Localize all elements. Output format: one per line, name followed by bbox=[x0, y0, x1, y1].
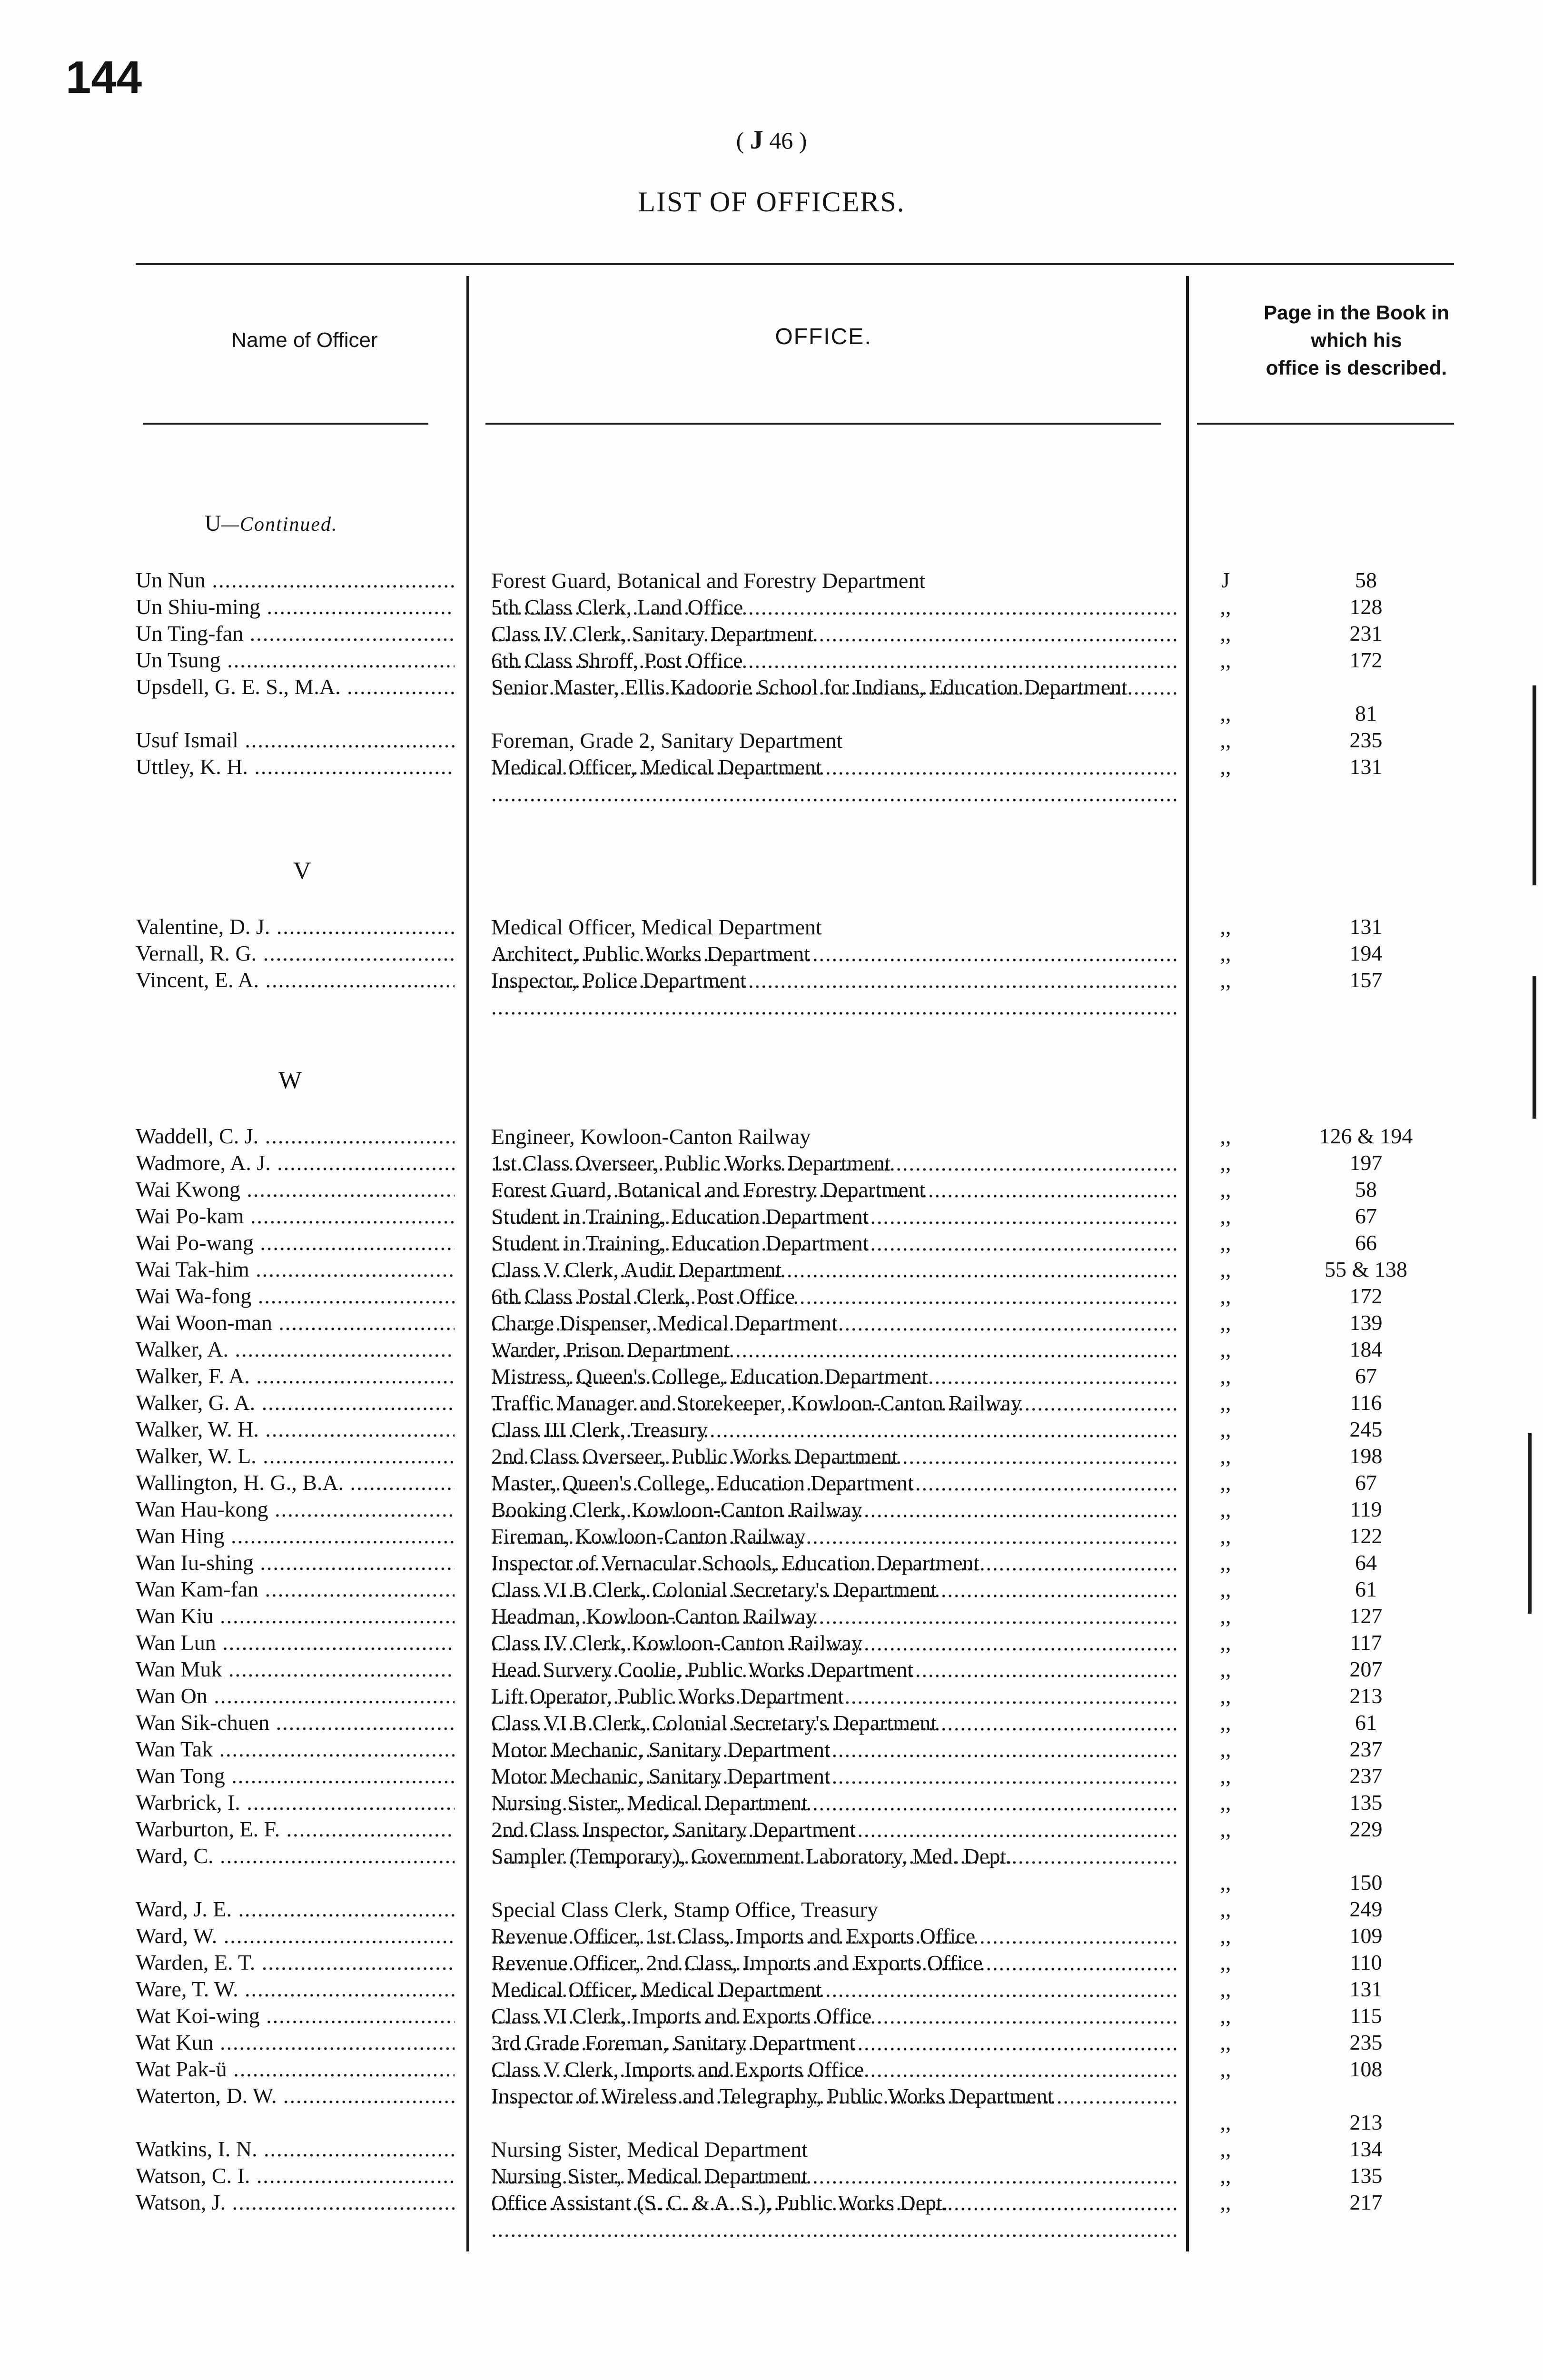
officer-name: Un Tsung ..... bbox=[136, 647, 455, 673]
officer-name: Waterton, D. W. ..... bbox=[136, 2083, 455, 2108]
page-reference-number: 131 bbox=[1349, 754, 1383, 779]
table-row bbox=[0, 1470, 1543, 1497]
table-row bbox=[0, 1577, 1543, 1603]
office-description: Nursing Sister, Medical Department ..... bbox=[491, 1790, 1177, 1843]
office-description: 1st Class Overseer, Public Works Department ..... bbox=[491, 1150, 1177, 1203]
section-heading-w: W bbox=[278, 1067, 302, 1094]
officer-name: Wai Tak-him ..... bbox=[136, 1257, 455, 1282]
page-reference-number: 237 bbox=[1349, 1764, 1383, 1788]
page-reference-number: 117 bbox=[1350, 1630, 1382, 1655]
office-description: Head Survery Coolie, Public Works Department ..... bbox=[491, 1656, 1177, 1710]
officer-name: Wan Lun ..... bbox=[136, 1630, 455, 1655]
officer-name: Vincent, E. A. ..... bbox=[136, 967, 455, 992]
office-description: Class V Clerk, Audit Department ..... bbox=[491, 1257, 1177, 1310]
book-ditto-mark: ,, bbox=[1220, 1550, 1231, 1575]
table-row bbox=[0, 941, 1543, 967]
table-row bbox=[0, 1443, 1543, 1470]
officer-name: Ware, T. W. ..... bbox=[136, 1976, 455, 2002]
officer-name: Wan Sik-chuen ..... bbox=[136, 1710, 455, 1735]
office-description: Motor Mechanic, Sanitary Department ..... bbox=[491, 1736, 1177, 1790]
officer-name: Waddell, C. J. ..... bbox=[136, 1123, 455, 1149]
table-row bbox=[0, 1763, 1543, 1790]
table-row bbox=[0, 2163, 1543, 2190]
book-ditto-mark: ,, bbox=[1220, 1950, 1231, 1974]
office-description: Mistress, Queen's College, Education Department ..... bbox=[491, 1363, 1177, 1417]
office-description: 6th Class Postal Clerk, Post Office ..... bbox=[491, 1283, 1177, 1337]
office-description: Revenue Officer, 1st Class, Imports and Exports Office ..... bbox=[491, 1923, 1177, 1976]
book-ditto-mark: ,, bbox=[1220, 2003, 1231, 2028]
page-reference-number: 198 bbox=[1349, 1444, 1383, 1468]
table-row bbox=[0, 1417, 1543, 1443]
office-description: Class IV Clerk, Sanitary Department ..... bbox=[491, 621, 1177, 674]
office-description: 6th Class Shroff, Post Office ..... bbox=[491, 647, 1177, 701]
table-row bbox=[0, 674, 1543, 727]
book-ditto-mark: ,, bbox=[1220, 1444, 1231, 1468]
page-reference-number: 245 bbox=[1349, 1417, 1383, 1441]
officer-name: Walker, A. ..... bbox=[136, 1337, 455, 1362]
table-row bbox=[0, 1363, 1543, 1390]
office-description: Master, Queen's College, Education Department ..... bbox=[491, 1470, 1177, 1523]
office-description: Warder, Prison Department ..... bbox=[491, 1337, 1177, 1390]
header-name-of-officer: Name of Officer bbox=[231, 328, 378, 352]
page-reference-number: 150 bbox=[1349, 1870, 1383, 1894]
table-row bbox=[0, 2003, 1543, 2030]
officer-name: Watkins, I. N. ..... bbox=[136, 2136, 455, 2162]
office-description: Fireman, Kowloon-Canton Railway ..... bbox=[491, 1523, 1177, 1577]
officer-name: Ward, W. ..... bbox=[136, 1923, 455, 1948]
officer-name: Wai Po-kam ..... bbox=[136, 1203, 455, 1229]
office-description: Office Assistant (S. C. & A. S.), Public Works Dept. ..... bbox=[491, 2190, 1177, 2243]
page-reference-number: 229 bbox=[1349, 1817, 1383, 1841]
table-row bbox=[0, 1337, 1543, 1363]
office-description: Booking Clerk, Kowloon-Canton Railway ..... bbox=[491, 1497, 1177, 1550]
office-description: Medical Officer, Medical Department ..... bbox=[491, 914, 1177, 967]
office-description: 2nd Class Inspector, Sanitary Department ..... bbox=[491, 1816, 1177, 1870]
page-reference-number: 213 bbox=[1349, 2110, 1383, 2134]
officer-name: Wai Wa-fong ..... bbox=[136, 1283, 455, 1309]
office-description: Forest Guard, Botanical and Forestry Department ..... bbox=[491, 567, 1177, 621]
page-reference-number: 126 & 194 bbox=[1319, 1124, 1413, 1148]
ref-open: ( bbox=[736, 127, 744, 154]
book-ditto-mark: ,, bbox=[1220, 1390, 1231, 1415]
book-ditto-mark: ,, bbox=[1220, 1150, 1231, 1175]
office-description: Class III Clerk, Treasury ..... bbox=[491, 1417, 1177, 1470]
book-ditto-mark: ,, bbox=[1220, 595, 1231, 619]
table-row bbox=[0, 1523, 1543, 1550]
officer-name: Warden, E. T. ..... bbox=[136, 1950, 455, 1975]
edge-mark-2 bbox=[1533, 976, 1536, 1119]
book-ditto-mark: ,, bbox=[1220, 1257, 1231, 1281]
page-reference-number: 55 & 138 bbox=[1325, 1257, 1407, 1281]
officer-name: Wat Kun ..... bbox=[136, 2030, 455, 2055]
table-row bbox=[0, 1683, 1543, 1710]
page-reference-number: 231 bbox=[1349, 621, 1383, 645]
table-row bbox=[0, 2030, 1543, 2056]
page-reference-number: 109 bbox=[1349, 1924, 1383, 1948]
office-description: Inspector, Police Department ..... bbox=[491, 967, 1177, 1021]
officer-name: Watson, J. ..... bbox=[136, 2190, 455, 2215]
page-reference-number: 135 bbox=[1349, 2163, 1383, 2188]
book-ditto-mark: ,, bbox=[1220, 1924, 1231, 1948]
book-ditto-mark: ,, bbox=[1220, 1337, 1231, 1361]
office-description: Medical Officer, Medical Department ..... bbox=[491, 754, 1177, 807]
section-heading-v: V bbox=[293, 857, 311, 884]
book-ditto-mark: ,, bbox=[1220, 1870, 1231, 1894]
office-description: Engineer, Kowloon-Canton Railway ..... bbox=[491, 1123, 1177, 1177]
table-row bbox=[0, 2056, 1543, 2083]
office-description: Revenue Officer, 2nd Class, Imports and Exports Office ..... bbox=[491, 1950, 1177, 2003]
office-description: Class VI Clerk, Imports and Exports Office ..... bbox=[491, 2003, 1177, 2056]
office-description: Class IV Clerk, Kowloon-Canton Railway ..... bbox=[491, 1630, 1177, 1683]
officer-name: Wan Kiu ..... bbox=[136, 1603, 455, 1628]
officer-name: Un Ting-fan ..... bbox=[136, 621, 455, 646]
header-rule-name bbox=[143, 423, 428, 425]
table-row bbox=[0, 1630, 1543, 1656]
book-ditto-mark: ,, bbox=[1220, 701, 1231, 725]
table-row bbox=[0, 2083, 1543, 2136]
officer-name: Wan Tak ..... bbox=[136, 1736, 455, 1762]
page-reference-number: 131 bbox=[1349, 1977, 1383, 2001]
section-u-letter: U bbox=[205, 511, 221, 536]
book-ditto-mark: ,, bbox=[1220, 728, 1231, 752]
officer-name: Valentine, D. J. ..... bbox=[136, 914, 455, 939]
page-reference-number: 172 bbox=[1349, 1284, 1383, 1308]
officer-name: Wan Iu-shing ..... bbox=[136, 1550, 455, 1575]
page-reference-number: 127 bbox=[1349, 1604, 1383, 1628]
edge-mark-1 bbox=[1533, 685, 1536, 885]
page-reference-number: 217 bbox=[1349, 2190, 1383, 2214]
officer-name: Wat Pak-ü ..... bbox=[136, 2056, 455, 2082]
table-row bbox=[0, 1656, 1543, 1683]
office-description: Architect, Public Works Department ..... bbox=[491, 941, 1177, 994]
office-description: Special Class Clerk, Stamp Office, Treasury ..... bbox=[491, 1896, 1177, 1950]
table-row bbox=[0, 1710, 1543, 1736]
office-description: Foreman, Grade 2, Sanitary Department ..... bbox=[491, 727, 1177, 781]
top-rule bbox=[136, 263, 1454, 265]
officer-name: Usuf Ismail ..... bbox=[136, 727, 455, 753]
page-reference-number: 135 bbox=[1349, 1790, 1383, 1815]
table-row bbox=[0, 647, 1543, 674]
table-row bbox=[0, 914, 1543, 941]
page-reference-number: 119 bbox=[1350, 1497, 1382, 1521]
office-description: Inspector of Vernacular Schools, Education Department ..... bbox=[491, 1550, 1177, 1603]
page-reference-number: 139 bbox=[1349, 1310, 1383, 1335]
table-row bbox=[0, 1310, 1543, 1337]
page-reference-number: 197 bbox=[1349, 1150, 1383, 1175]
officer-name: Wadmore, A. J. ..... bbox=[136, 1150, 455, 1175]
header-page-line-1: Page in the Book in bbox=[1264, 301, 1449, 324]
officer-name: Ward, C. ..... bbox=[136, 1843, 455, 1868]
officer-name: Vernall, R. G. ..... bbox=[136, 941, 455, 966]
page-title: LIST OF OFFICERS. bbox=[638, 186, 905, 218]
table-row bbox=[0, 1497, 1543, 1523]
header-page bbox=[1190, 299, 1523, 382]
page-reference-number: 67 bbox=[1355, 1204, 1377, 1228]
page-reference-number: 128 bbox=[1349, 595, 1383, 619]
book-ditto-mark: ,, bbox=[1220, 1977, 1231, 2001]
office-description: Charge Dispenser, Medical Department ..... bbox=[491, 1310, 1177, 1363]
ref-close: ) bbox=[799, 127, 807, 154]
office-description: Inspector of Wireless and Telegraphy, Public Works Department bbox=[491, 2084, 1054, 2108]
officer-name: Uttley, K. H. ..... bbox=[136, 754, 455, 779]
officer-name: Wat Koi-wing ..... bbox=[136, 2003, 455, 2028]
officer-name: Watson, C. I. ..... bbox=[136, 2163, 455, 2188]
page-reference-number: 194 bbox=[1349, 941, 1383, 965]
page-reference-number: 108 bbox=[1349, 2057, 1383, 2081]
book-ditto-mark: ,, bbox=[1220, 648, 1231, 672]
header-rule-page bbox=[1197, 423, 1454, 425]
section-u-continued: —Continued. bbox=[221, 514, 338, 536]
table-row bbox=[0, 1390, 1543, 1417]
page-reference-number: 213 bbox=[1349, 1684, 1383, 1708]
book-ditto-mark: ,, bbox=[1220, 1764, 1231, 1788]
office-description: Lift Operator, Public Works Department ..... bbox=[491, 1683, 1177, 1736]
office-description: Medical Officer, Medical Department ..... bbox=[491, 1976, 1177, 2030]
table-row bbox=[0, 1923, 1543, 1950]
ref-letter: J bbox=[750, 125, 763, 155]
edge-mark-3 bbox=[1528, 1433, 1532, 1614]
book-ditto-mark: ,, bbox=[1220, 1604, 1231, 1628]
book-ditto-mark: ,, bbox=[1220, 1524, 1231, 1548]
page-reference-number: 116 bbox=[1350, 1390, 1382, 1415]
header-rule-office bbox=[485, 423, 1161, 425]
table-row bbox=[0, 1843, 1543, 1896]
page-reference-number: 110 bbox=[1350, 1950, 1382, 1974]
office-description: Student in Training, Education Department ..... bbox=[491, 1230, 1177, 1283]
table-row bbox=[0, 1150, 1543, 1177]
book-ditto-mark: ,, bbox=[1220, 1124, 1231, 1148]
book-ditto-mark: ,, bbox=[1220, 2163, 1231, 2188]
officer-name: Walker, F. A. ..... bbox=[136, 1363, 455, 1388]
officer-name: Un Nun ..... bbox=[136, 567, 455, 593]
page-reference-number: 122 bbox=[1349, 1524, 1383, 1548]
page-reference-number: 134 bbox=[1349, 2137, 1383, 2161]
book-ditto-mark: ,, bbox=[1220, 2110, 1231, 2134]
book-ditto-mark: ,, bbox=[1220, 1284, 1231, 1308]
book-ditto-mark: ,, bbox=[1220, 2190, 1231, 2214]
page-reference-number: 115 bbox=[1350, 2003, 1382, 2028]
office-description: Nursing Sister, Medical Department ..... bbox=[491, 2136, 1177, 2190]
book-ditto-mark: ,, bbox=[1220, 1897, 1231, 1921]
page-reference-number: 184 bbox=[1349, 1337, 1383, 1361]
book-ditto-mark: ,, bbox=[1220, 1710, 1231, 1735]
header-office: OFFICE. bbox=[775, 324, 872, 349]
page-reference-number: 249 bbox=[1349, 1897, 1383, 1921]
office-description: Class VI B Clerk, Colonial Secretary's Department ..... bbox=[491, 1710, 1177, 1763]
office-description: Class VI B Clerk, Colonial Secretary's Department ..... bbox=[491, 1577, 1177, 1630]
officer-name: Wan Hing ..... bbox=[136, 1523, 455, 1548]
officer-name: Walker, W. H. ..... bbox=[136, 1417, 455, 1442]
book-ditto-mark: ,, bbox=[1220, 1737, 1231, 1761]
book-ditto-mark: ,, bbox=[1220, 1230, 1231, 1255]
book-ditto-mark: ,, bbox=[1220, 621, 1231, 645]
table-row bbox=[0, 1736, 1543, 1763]
officer-name: Wallington, H. G., B.A. ..... bbox=[136, 1470, 455, 1495]
table-row bbox=[0, 594, 1543, 621]
page-reference-number: 157 bbox=[1349, 968, 1383, 992]
office-description: 3rd Grade Foreman, Sanitary Department ..... bbox=[491, 2030, 1177, 2083]
table-row bbox=[0, 1603, 1543, 1630]
book-ditto-mark: ,, bbox=[1220, 1204, 1231, 1228]
office-description: Nursing Sister, Medical Department ..... bbox=[491, 2163, 1177, 2216]
page-reference-number: 58 bbox=[1355, 1177, 1377, 1201]
page-reference-number: 237 bbox=[1349, 1737, 1383, 1761]
book-ditto-mark: ,, bbox=[1220, 1684, 1231, 1708]
book-ditto-mark: ,, bbox=[1220, 1497, 1231, 1521]
book-ditto-mark: ,, bbox=[1220, 2137, 1231, 2161]
officer-name: Wan Kam-fan ..... bbox=[136, 1577, 455, 1602]
page-number: 144 bbox=[66, 52, 142, 103]
officer-name: Wan On ..... bbox=[136, 1683, 455, 1708]
officer-name: Upsdell, G. E. S., M.A. ..... bbox=[136, 674, 455, 699]
book-ditto-mark: ,, bbox=[1220, 1310, 1231, 1335]
table-row bbox=[0, 1123, 1543, 1150]
book-ditto-mark: ,, bbox=[1220, 1177, 1231, 1201]
page-reference-number: 207 bbox=[1349, 1657, 1383, 1681]
officer-name: Walker, G. A. ..... bbox=[136, 1390, 455, 1415]
officer-name: Warburton, E. F. ..... bbox=[136, 1816, 455, 1842]
section-heading-u bbox=[205, 510, 338, 536]
office-description: Traffic Manager and Storekeeper, Kowloon-Canton Railway ..... bbox=[491, 1390, 1177, 1443]
book-ditto-mark: ,, bbox=[1220, 2057, 1231, 2081]
page-reference-number: 81 bbox=[1355, 701, 1377, 725]
page-reference-number: 64 bbox=[1355, 1550, 1377, 1575]
book-ditto-mark: ,, bbox=[1220, 1657, 1231, 1681]
book-ditto-mark: J bbox=[1221, 568, 1230, 592]
header-page-line-2: which his bbox=[1311, 329, 1402, 351]
page-reference-number: 131 bbox=[1349, 914, 1383, 939]
table-row bbox=[0, 2136, 1543, 2163]
page-reference-number: 66 bbox=[1355, 1230, 1377, 1255]
officer-name: Wai Kwong ..... bbox=[136, 1177, 455, 1202]
office-description: Headman, Kowloon-Canton Railway ..... bbox=[491, 1603, 1177, 1656]
book-ditto-mark: ,, bbox=[1220, 968, 1231, 992]
officer-name: Un Shiu-ming ..... bbox=[136, 594, 455, 619]
page-reference-number: 58 bbox=[1355, 568, 1377, 592]
book-ditto-mark: ,, bbox=[1220, 1364, 1231, 1388]
table-row bbox=[0, 1896, 1543, 1923]
table-row bbox=[0, 1550, 1543, 1577]
book-ditto-mark: ,, bbox=[1220, 1790, 1231, 1815]
table-row bbox=[0, 1950, 1543, 1976]
page-reference-number: 67 bbox=[1355, 1470, 1377, 1495]
book-ditto-mark: ,, bbox=[1220, 941, 1231, 965]
office-description: 2nd Class Overseer, Public Works Department ..... bbox=[491, 1443, 1177, 1497]
officer-name: Wai Po-wang ..... bbox=[136, 1230, 455, 1255]
book-ditto-mark: ,, bbox=[1220, 1470, 1231, 1495]
table-row bbox=[0, 1203, 1543, 1230]
book-ditto-mark: ,, bbox=[1220, 1817, 1231, 1841]
page-reference-number: 67 bbox=[1355, 1364, 1377, 1388]
table-row bbox=[0, 967, 1543, 994]
book-ditto-mark: ,, bbox=[1220, 1577, 1231, 1601]
office-description: Motor Mechanic, Sanitary Department ..... bbox=[491, 1763, 1177, 1816]
officer-name: Warbrick, I. ..... bbox=[136, 1790, 455, 1815]
book-ditto-mark: ,, bbox=[1220, 754, 1231, 779]
table-row bbox=[0, 1816, 1543, 1843]
officer-name: Wan Hau-kong ..... bbox=[136, 1497, 455, 1522]
page-reference-number: 61 bbox=[1355, 1577, 1377, 1601]
book-ditto-mark: ,, bbox=[1220, 1630, 1231, 1655]
book-ditto-mark: ,, bbox=[1220, 2030, 1231, 2054]
officer-name: Walker, W. L. ..... bbox=[136, 1443, 455, 1468]
office-description: 5th Class Clerk, Land Office ..... bbox=[491, 594, 1177, 647]
officer-name: Wan Muk ..... bbox=[136, 1656, 455, 1682]
table-row bbox=[0, 1230, 1543, 1257]
office-description: Sampler (Temporary), Government Laboratory, Med. Dept. bbox=[491, 1844, 1012, 1868]
book-ditto-mark: ,, bbox=[1220, 914, 1231, 939]
office-description: Forest Guard, Botanical and Forestry Department ..... bbox=[491, 1177, 1177, 1230]
page-reference-number: 235 bbox=[1349, 728, 1383, 752]
table-row bbox=[0, 621, 1543, 647]
table-row bbox=[0, 567, 1543, 594]
office-description: Class V Clerk, Imports and Exports Office ..... bbox=[491, 2056, 1177, 2110]
book-ditto-mark: ,, bbox=[1220, 1417, 1231, 1441]
table-row bbox=[0, 2190, 1543, 2216]
officer-name: Wan Tong ..... bbox=[136, 1763, 455, 1788]
table-row bbox=[0, 1257, 1543, 1283]
page-reference-number: 61 bbox=[1355, 1710, 1377, 1735]
office-description: Student in Training, Education Department ..... bbox=[491, 1203, 1177, 1257]
page-reference-number: 235 bbox=[1349, 2030, 1383, 2054]
ref-number: 46 bbox=[769, 127, 793, 154]
table-row bbox=[0, 754, 1543, 781]
table-row bbox=[0, 1177, 1543, 1203]
page-reference bbox=[0, 125, 1543, 155]
table-row bbox=[0, 1976, 1543, 2003]
page-reference-number: 172 bbox=[1349, 648, 1383, 672]
officer-name: Ward, J. E. ..... bbox=[136, 1896, 455, 1922]
table-row bbox=[0, 727, 1543, 754]
table-row bbox=[0, 1283, 1543, 1310]
office-description: Senior Master, Ellis Kadoorie School for Indians, Education Department bbox=[491, 675, 1128, 699]
header-page-line-3: office is described. bbox=[1266, 357, 1447, 379]
table-row bbox=[0, 1790, 1543, 1816]
officer-name: Wai Woon-man ..... bbox=[136, 1310, 455, 1335]
